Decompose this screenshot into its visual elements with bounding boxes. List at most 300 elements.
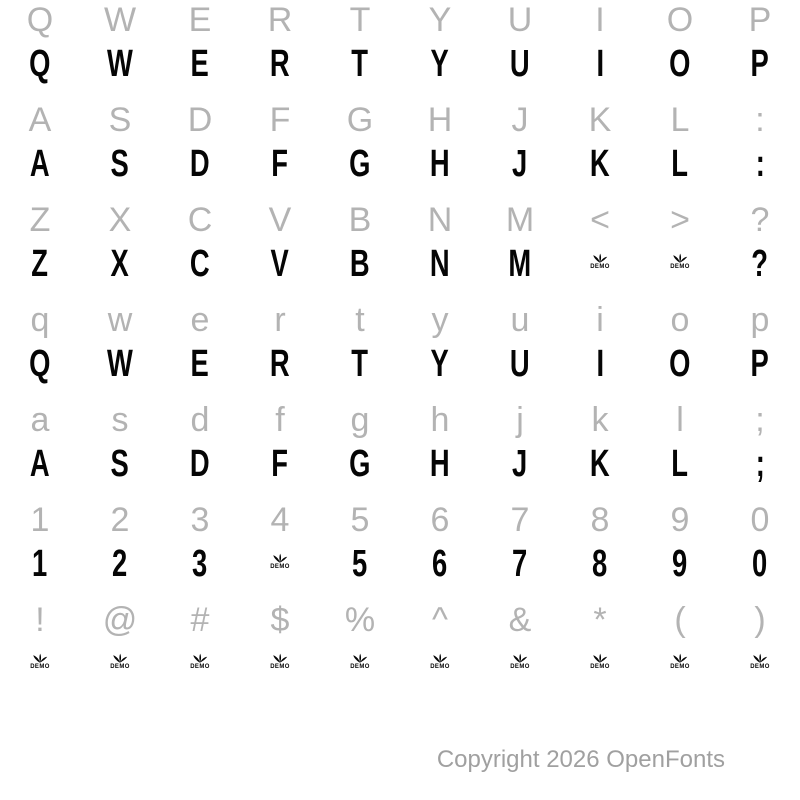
glyph-cell: [160, 200, 240, 240]
glyph-cell: [80, 640, 160, 688]
glyph: I: [595, 1, 605, 39]
fleuron-icon: [432, 653, 448, 663]
glyph: G: [349, 143, 371, 185]
glyph: O: [669, 343, 691, 385]
demo-placeholder-glyph: [350, 653, 370, 670]
footer: [0, 700, 800, 800]
glyph: o: [670, 301, 690, 339]
glyph: 1: [32, 543, 48, 585]
glyph: S: [110, 143, 130, 185]
glyph-cell: [240, 100, 320, 140]
glyph: p: [750, 301, 770, 339]
glyph-cell: [720, 200, 800, 240]
glyph: A: [28, 101, 52, 139]
glyph-cell: [80, 340, 160, 388]
glyph-cell: [400, 40, 480, 88]
glyph: T: [351, 43, 369, 85]
glyph-cell: [0, 340, 80, 388]
glyph: t: [355, 301, 365, 339]
glyph: S: [108, 101, 132, 139]
glyph: H: [427, 101, 453, 139]
demo-label: DEMO: [670, 663, 690, 670]
glyph: q: [30, 301, 50, 339]
glyph-cell: [80, 200, 160, 240]
glyph-cell: [80, 140, 160, 188]
glyph-cell: [400, 0, 480, 40]
glyph-cell: [480, 300, 560, 340]
demo-label: DEMO: [750, 663, 770, 670]
glyph-cell: [160, 500, 240, 540]
glyph-cell: [640, 100, 720, 140]
glyph: E: [188, 1, 212, 39]
glyph: S: [110, 443, 130, 485]
glyph-cell: [320, 400, 400, 440]
specimen-row-demo: [0, 340, 800, 388]
glyph-cell: [480, 340, 560, 388]
glyph: 4: [270, 501, 290, 539]
glyph: P: [750, 343, 770, 385]
glyph: T: [349, 1, 371, 39]
glyph: Q: [26, 1, 54, 39]
glyph: g: [350, 401, 370, 439]
glyph: U: [507, 1, 533, 39]
glyph: J: [512, 443, 528, 485]
glyph-cell: [640, 340, 720, 388]
glyph-cell: [80, 600, 160, 640]
glyph-cell: [480, 600, 560, 640]
specimen-row-demo: [0, 540, 800, 588]
glyph: $: [270, 601, 290, 639]
glyph-cell: [240, 640, 320, 688]
glyph: P: [750, 43, 770, 85]
glyph-cell: [720, 300, 800, 340]
glyph: I: [596, 343, 604, 385]
glyph-cell: [80, 100, 160, 140]
demo-placeholder-glyph: [590, 253, 610, 270]
glyph-cell: [0, 400, 80, 440]
glyph: 3: [190, 501, 210, 539]
glyph-cell: [480, 440, 560, 488]
glyph-cell: [0, 100, 80, 140]
demo-label: DEMO: [510, 663, 530, 670]
glyph-cell: [240, 340, 320, 388]
glyph-cell: [720, 0, 800, 40]
glyph: Q: [29, 343, 51, 385]
glyph-cell: [0, 600, 80, 640]
glyph: E: [190, 343, 210, 385]
glyph-cell: [320, 540, 400, 588]
glyph-cell: [720, 500, 800, 540]
glyph: C: [187, 201, 213, 239]
glyph-cell: [400, 440, 480, 488]
glyph: W: [103, 1, 137, 39]
glyph-cell: [640, 240, 720, 288]
glyph: Z: [31, 243, 49, 285]
glyph-cell: [160, 100, 240, 140]
glyph-cell: [160, 540, 240, 588]
glyph-cell: [320, 340, 400, 388]
glyph: J: [511, 101, 529, 139]
glyph-cell: [560, 340, 640, 388]
glyph-cell: [640, 40, 720, 88]
glyph-cell: [400, 640, 480, 688]
glyph-cell: [320, 300, 400, 340]
glyph: E: [190, 43, 210, 85]
glyph-cell: [0, 200, 80, 240]
glyph: 2: [110, 501, 130, 539]
glyph: ?: [750, 201, 770, 239]
glyph: ): [754, 601, 766, 639]
glyph-cell: [560, 40, 640, 88]
glyph: w: [107, 301, 133, 339]
glyph-cell: [480, 40, 560, 88]
glyph-cell: [560, 500, 640, 540]
glyph-cell: [320, 640, 400, 688]
fleuron-icon: [192, 653, 208, 663]
glyph: K: [588, 101, 612, 139]
glyph-cell: [400, 200, 480, 240]
glyph-cell: [80, 40, 160, 88]
glyph: U: [510, 343, 530, 385]
glyph-cell: [400, 140, 480, 188]
specimen-row-demo: [0, 240, 800, 288]
fleuron-icon: [672, 253, 688, 263]
glyph: Y: [428, 1, 452, 39]
glyph-cell: [480, 0, 560, 40]
glyph-cell: [640, 540, 720, 588]
glyph-cell: [160, 240, 240, 288]
glyph: h: [430, 401, 450, 439]
glyph-cell: [480, 140, 560, 188]
glyph-cell: [320, 440, 400, 488]
glyph-cell: [560, 400, 640, 440]
glyph: J: [512, 143, 528, 185]
glyph-cell: [400, 240, 480, 288]
glyph: Y: [430, 343, 450, 385]
glyph-cell: [480, 640, 560, 688]
glyph: I: [596, 43, 604, 85]
glyph-cell: [160, 440, 240, 488]
glyph: ;: [755, 443, 765, 485]
glyph-cell: [640, 200, 720, 240]
glyph-cell: [720, 540, 800, 588]
glyph-cell: [160, 0, 240, 40]
glyph: 0: [752, 543, 768, 585]
glyph-cell: [720, 600, 800, 640]
fleuron-icon: [32, 653, 48, 663]
glyph-cell: [640, 0, 720, 40]
demo-label: DEMO: [30, 663, 50, 670]
glyph-cell: [640, 440, 720, 488]
glyph-cell: [160, 140, 240, 188]
fleuron-icon: [352, 653, 368, 663]
demo-placeholder-glyph: [30, 653, 50, 670]
glyph-cell: [240, 440, 320, 488]
glyph-cell: [240, 300, 320, 340]
glyph: 8: [590, 501, 610, 539]
glyph-cell: [720, 340, 800, 388]
glyph: *: [593, 601, 607, 639]
copyright-text: Copyright 2026 OpenFonts: [436, 746, 725, 773]
glyph-cell: [640, 640, 720, 688]
glyph-cell: [560, 540, 640, 588]
glyph: D: [187, 101, 213, 139]
demo-label: DEMO: [110, 663, 130, 670]
demo-placeholder-glyph: [750, 653, 770, 670]
glyph: 3: [192, 543, 208, 585]
glyph-cell: [160, 640, 240, 688]
specimen-row-demo: [0, 640, 800, 688]
glyph: C: [190, 243, 210, 285]
glyph-cell: [0, 140, 80, 188]
glyph-cell: [160, 600, 240, 640]
glyph: O: [666, 1, 694, 39]
glyph: ;: [755, 401, 765, 439]
demo-label: DEMO: [590, 263, 610, 270]
glyph-cell: [0, 40, 80, 88]
glyph-cell: [720, 440, 800, 488]
glyph: ^: [432, 601, 448, 639]
glyph-cell: [480, 240, 560, 288]
glyph: B: [350, 243, 370, 285]
glyph-cell: [320, 600, 400, 640]
glyph-cell: [160, 340, 240, 388]
glyph: 9: [670, 501, 690, 539]
glyph: 7: [512, 543, 528, 585]
glyph: X: [108, 201, 132, 239]
glyph: Q: [29, 43, 51, 85]
glyph-cell: [320, 200, 400, 240]
glyph-cell: [240, 400, 320, 440]
glyph-cell: [400, 600, 480, 640]
glyph-cell: [560, 140, 640, 188]
glyph-cell: [0, 640, 80, 688]
glyph: e: [190, 301, 210, 339]
glyph: F: [271, 143, 289, 185]
demo-placeholder-glyph: [270, 653, 290, 670]
glyph-cell: [0, 0, 80, 40]
glyph-cell: [640, 140, 720, 188]
glyph-cell: [560, 640, 640, 688]
glyph: !: [35, 601, 45, 639]
glyph: @: [102, 601, 138, 639]
glyph: 8: [592, 543, 608, 585]
specimen-row-reference: [0, 100, 800, 140]
fleuron-icon: [512, 653, 528, 663]
glyph-cell: [0, 300, 80, 340]
specimen-row-reference: [0, 500, 800, 540]
glyph: P: [748, 1, 772, 39]
glyph-cell: [560, 0, 640, 40]
glyph: 6: [430, 501, 450, 539]
glyph: D: [190, 443, 210, 485]
glyph: u: [510, 301, 530, 339]
demo-placeholder-glyph: [270, 553, 290, 570]
glyph: 6: [432, 543, 448, 585]
glyph-cell: [80, 440, 160, 488]
glyph: k: [591, 401, 609, 439]
glyph-cell: [240, 140, 320, 188]
specimen-row-demo: [0, 440, 800, 488]
glyph-cell: [640, 600, 720, 640]
glyph-cell: [80, 500, 160, 540]
glyph-cell: [320, 0, 400, 40]
glyph-cell: [0, 240, 80, 288]
glyph: W: [107, 43, 133, 85]
demo-placeholder-glyph: [670, 253, 690, 270]
demo-label: DEMO: [590, 663, 610, 670]
glyph-cell: [480, 100, 560, 140]
glyph-cell: [160, 400, 240, 440]
glyph-cell: [720, 140, 800, 188]
glyph: B: [348, 201, 372, 239]
glyph: &: [508, 601, 532, 639]
glyph-cell: [240, 0, 320, 40]
glyph-cell: [560, 100, 640, 140]
glyph-cell: [320, 500, 400, 540]
glyph: 5: [350, 501, 370, 539]
demo-label: DEMO: [430, 663, 450, 670]
glyph: a: [30, 401, 50, 439]
glyph: R: [270, 343, 290, 385]
glyph: U: [510, 43, 530, 85]
glyph: F: [271, 443, 289, 485]
glyph: L: [670, 101, 690, 139]
glyph: 0: [750, 501, 770, 539]
glyph: W: [107, 343, 133, 385]
glyph-cell: [320, 140, 400, 188]
fleuron-icon: [272, 553, 288, 563]
glyph-cell: [560, 600, 640, 640]
demo-placeholder-glyph: [670, 653, 690, 670]
glyph: G: [346, 101, 374, 139]
glyph-cell: [640, 300, 720, 340]
glyph: N: [430, 243, 450, 285]
glyph-cell: [80, 540, 160, 588]
glyph: V: [268, 201, 292, 239]
glyph-cell: [560, 440, 640, 488]
glyph-cell: [640, 500, 720, 540]
glyph-cell: [160, 40, 240, 88]
glyph: Z: [29, 201, 51, 239]
glyph-cell: [720, 40, 800, 88]
glyph-cell: [240, 240, 320, 288]
glyph-cell: [720, 240, 800, 288]
glyph-cell: [400, 540, 480, 588]
specimen-row-reference: [0, 300, 800, 340]
glyph-cell: [560, 300, 640, 340]
glyph: 1: [30, 501, 50, 539]
glyph: l: [676, 401, 684, 439]
glyph: K: [590, 443, 610, 485]
glyph: 5: [352, 543, 368, 585]
glyph-cell: [560, 240, 640, 288]
glyph: A: [30, 443, 50, 485]
glyph: f: [275, 401, 285, 439]
glyph: (: [674, 601, 686, 639]
fleuron-icon: [592, 253, 608, 263]
glyph-cell: [480, 540, 560, 588]
glyph-cell: [480, 400, 560, 440]
glyph-cell: [320, 40, 400, 88]
glyph-cell: [400, 100, 480, 140]
glyph: 9: [672, 543, 688, 585]
specimen-row-demo: [0, 140, 800, 188]
glyph-cell: [240, 500, 320, 540]
demo-placeholder-glyph: [510, 653, 530, 670]
glyph-cell: [320, 240, 400, 288]
glyph: 7: [510, 501, 530, 539]
glyph: d: [190, 401, 210, 439]
glyph: Y: [430, 43, 450, 85]
specimen-row-demo: [0, 40, 800, 88]
demo-placeholder-glyph: [190, 653, 210, 670]
demo-label: DEMO: [670, 263, 690, 270]
glyph: R: [267, 1, 293, 39]
glyph: L: [671, 443, 689, 485]
glyph: ?: [751, 243, 769, 285]
specimen-row-reference: [0, 600, 800, 640]
glyph: >: [670, 201, 690, 239]
glyph-cell: [640, 400, 720, 440]
fleuron-icon: [272, 653, 288, 663]
demo-placeholder-glyph: [430, 653, 450, 670]
glyph-cell: [0, 540, 80, 588]
glyph: X: [110, 243, 130, 285]
glyph: M: [505, 201, 535, 239]
specimen-row-reference: [0, 200, 800, 240]
glyph-cell: [80, 400, 160, 440]
glyph: M: [508, 243, 532, 285]
glyph-cell: [400, 340, 480, 388]
glyph: D: [190, 143, 210, 185]
glyph: T: [351, 343, 369, 385]
glyph: G: [349, 443, 371, 485]
glyph: r: [274, 301, 286, 339]
glyph-cell: [0, 440, 80, 488]
glyph-cell: [400, 500, 480, 540]
glyph: :: [755, 143, 765, 185]
demo-placeholder-glyph: [110, 653, 130, 670]
glyph-cell: [720, 100, 800, 140]
glyph: s: [111, 401, 129, 439]
fleuron-icon: [112, 653, 128, 663]
glyph-cell: [480, 200, 560, 240]
glyph: j: [516, 401, 524, 439]
glyph: :: [755, 101, 765, 139]
demo-label: DEMO: [270, 663, 290, 670]
glyph: y: [431, 301, 449, 339]
glyph-cell: [240, 540, 320, 588]
glyph-cell: [80, 300, 160, 340]
glyph: K: [590, 143, 610, 185]
glyph: O: [669, 43, 691, 85]
specimen-row-reference: [0, 400, 800, 440]
glyph: V: [270, 243, 290, 285]
fleuron-icon: [592, 653, 608, 663]
demo-label: DEMO: [190, 663, 210, 670]
glyph: F: [269, 101, 291, 139]
glyph-cell: [0, 500, 80, 540]
glyph-cell: [80, 0, 160, 40]
glyph-cell: [320, 100, 400, 140]
glyph-cell: [400, 400, 480, 440]
glyph-cell: [240, 600, 320, 640]
glyph: H: [430, 443, 450, 485]
fleuron-icon: [752, 653, 768, 663]
glyph-cell: [560, 200, 640, 240]
glyph-cell: [240, 40, 320, 88]
